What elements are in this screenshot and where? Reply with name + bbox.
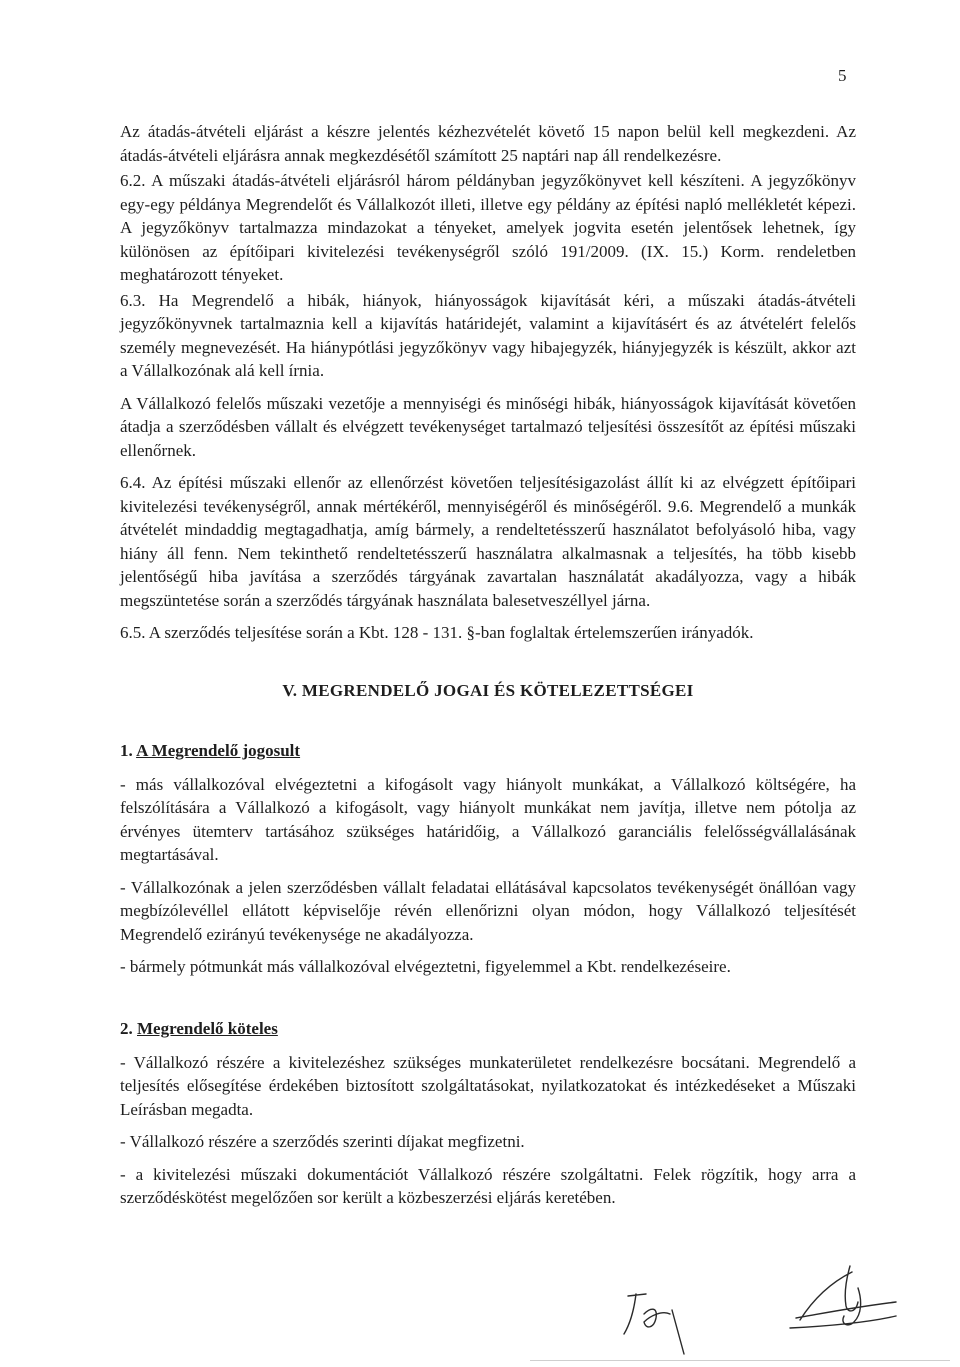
paragraph-6-4: 6.4. Az építési műszaki ellenőr az ellenőrzést követően teljesítésigazolást állít ki az elvégzett építőipari kivitelezési tevékenységről, annak mértékéről, mennyiségéről és minőségéről. 9.6. Megrendelő a munkák átvételét mindaddig megtagadhatja, amíg bármely, a rendeltetésszerű használatot befolyásoló hiba, vagy hiány áll fenn. Nem tekinthető rendeltetésszerű használatra alkalmasnak a teljesítés, ha több kisebb jelentőségű hiba javítása a szerződés tárgyának zavartalan használatát akadályozza, vagy a hibák megszüntetése során a szerződés tárgyának használata balesetveszéllyel járna. <box>120 473 856 610</box>
section-1-heading <box>120 741 856 761</box>
section-2-item: - Vállalkozó részére a szerződés szerinti díjakat megfizetni. <box>120 1132 525 1151</box>
paragraph-6-3: 6.3. Ha Megrendelő a hibák, hiányok, hiányosságok kijavítását kéri, a műszaki átadás-átvételi jegyzőkönyvnek tartalmaznia kell a kijavítás határidejét, valamint a kijavításért és az átvételért felelős személy megnevezését. Ha hiánypótlási jegyzőkönyv vagy hibajegyzék, hiányjegyzék is készült, akkor azt a Vállalkozónak alá kell írnia. <box>120 290 856 380</box>
section-1-number: 1. <box>120 740 133 760</box>
section-2-number: 2. <box>120 1018 133 1038</box>
section-1-item: - más vállalkozóval elvégeztetni a kifogásolt vagy hiányolt munkákat, a Vállalkozó költségére, ha felszólítására a Vállalkozó a kifogásolt, vagy hiányolt munkákat nem javítja, illetve nem pótolja az érvényes ütemterv tartásához szükséges határidőig, a Vállalkozó garanciális felelősségvállalásának megtartásával. <box>120 774 856 864</box>
handwritten-signatures <box>600 1258 900 1358</box>
section-2-item: - a kivitelezési műszaki dokumentációt Vállalkozó részére szolgáltatni. Felek rögzítik, hogy arra a szerződéskötést megelőzően sor került a közbeszerzési eljárás keretében. <box>120 1164 856 1207</box>
signatures <box>600 1258 900 1358</box>
document-body <box>120 120 856 1219</box>
page-number: 5 <box>838 66 847 85</box>
section-1-item: - Vállalkozónak a jelen szerződésben vállalt feladatai ellátásával kapcsolatos tevékenységét önállóan vagy megbízólevéllel ellátott képviselője révén ellenőrizni olyan módon, hogy Vállalkozó teljesítését Megrendelő ezirányú tevékenysége ne akadályozza. <box>120 877 856 944</box>
section-1-item: - bármely pótmunkát más vállalkozóval elvégeztetni, figyelemmel a Kbt. rendelkezéseire. <box>120 957 731 976</box>
paragraph-contractor-summary: A Vállalkozó felelős műszaki vezetője a mennyiségi és minőségi hibák, hiányosságok kijavítását követően átadja a szerződésben vállalt és elvégzett tevékenységet tartalmazó teljesítési összesítőt az építési műszaki ellenőrnek. <box>120 393 856 460</box>
paragraph-6-2: 6.2. A műszaki átadás-átvételi eljárásról három példányban jegyzőkönyvet kell készíteni. A jegyzőkönyv egy-egy példánya Megrendelőt és Vállalkozót illeti, illetve egy példány az építési napló mellékletét képezi. A jegyzőkönyv tartalmazza mindazokat a tényeket, amelyek jogvita esetén jelentősek lehetnek, így különösen az építőipari kivitelezési tevékenységről szóló 191/2009. (IX. 15.) Korm. rendeletben meghatározott tényeket. <box>120 171 856 284</box>
chapter-title: V. MEGRENDELŐ JOGAI ÉS KÖTELEZETTSÉGEI <box>282 680 694 700</box>
paragraph-6-5: 6.5. A szerződés teljesítése során a Kbt. 128 - 131. §-ban foglaltak értelemszerűen irányadók. <box>120 623 754 642</box>
section-2-heading <box>120 1019 856 1039</box>
paragraph-handover-start: Az átadás-átvételi eljárást a készre jelentés kézhezvételét követő 15 napon belül kell megkezdeni. Az átadás-átvételi eljárásra annak megkezdésétől számított 25 naptári nap áll rendelkezésre. <box>120 122 856 165</box>
section-1-title: A Megrendelő jogosult <box>136 740 301 760</box>
signature-right <box>790 1266 896 1328</box>
signature-left <box>624 1294 684 1354</box>
footer-rule <box>530 1360 950 1361</box>
section-2-item: - Vállalkozó részére a kivitelezéshez szükséges munkaterületet rendelkezésre bocsátani. Megrendelő a teljesítés elősegítése érdekében biztosított szolgáltatásokat, nyilatkozatokat és intézkedéseket a Műszaki Leírásban megadta. <box>120 1052 856 1119</box>
section-2-title: Megrendelő köteles <box>137 1018 278 1038</box>
